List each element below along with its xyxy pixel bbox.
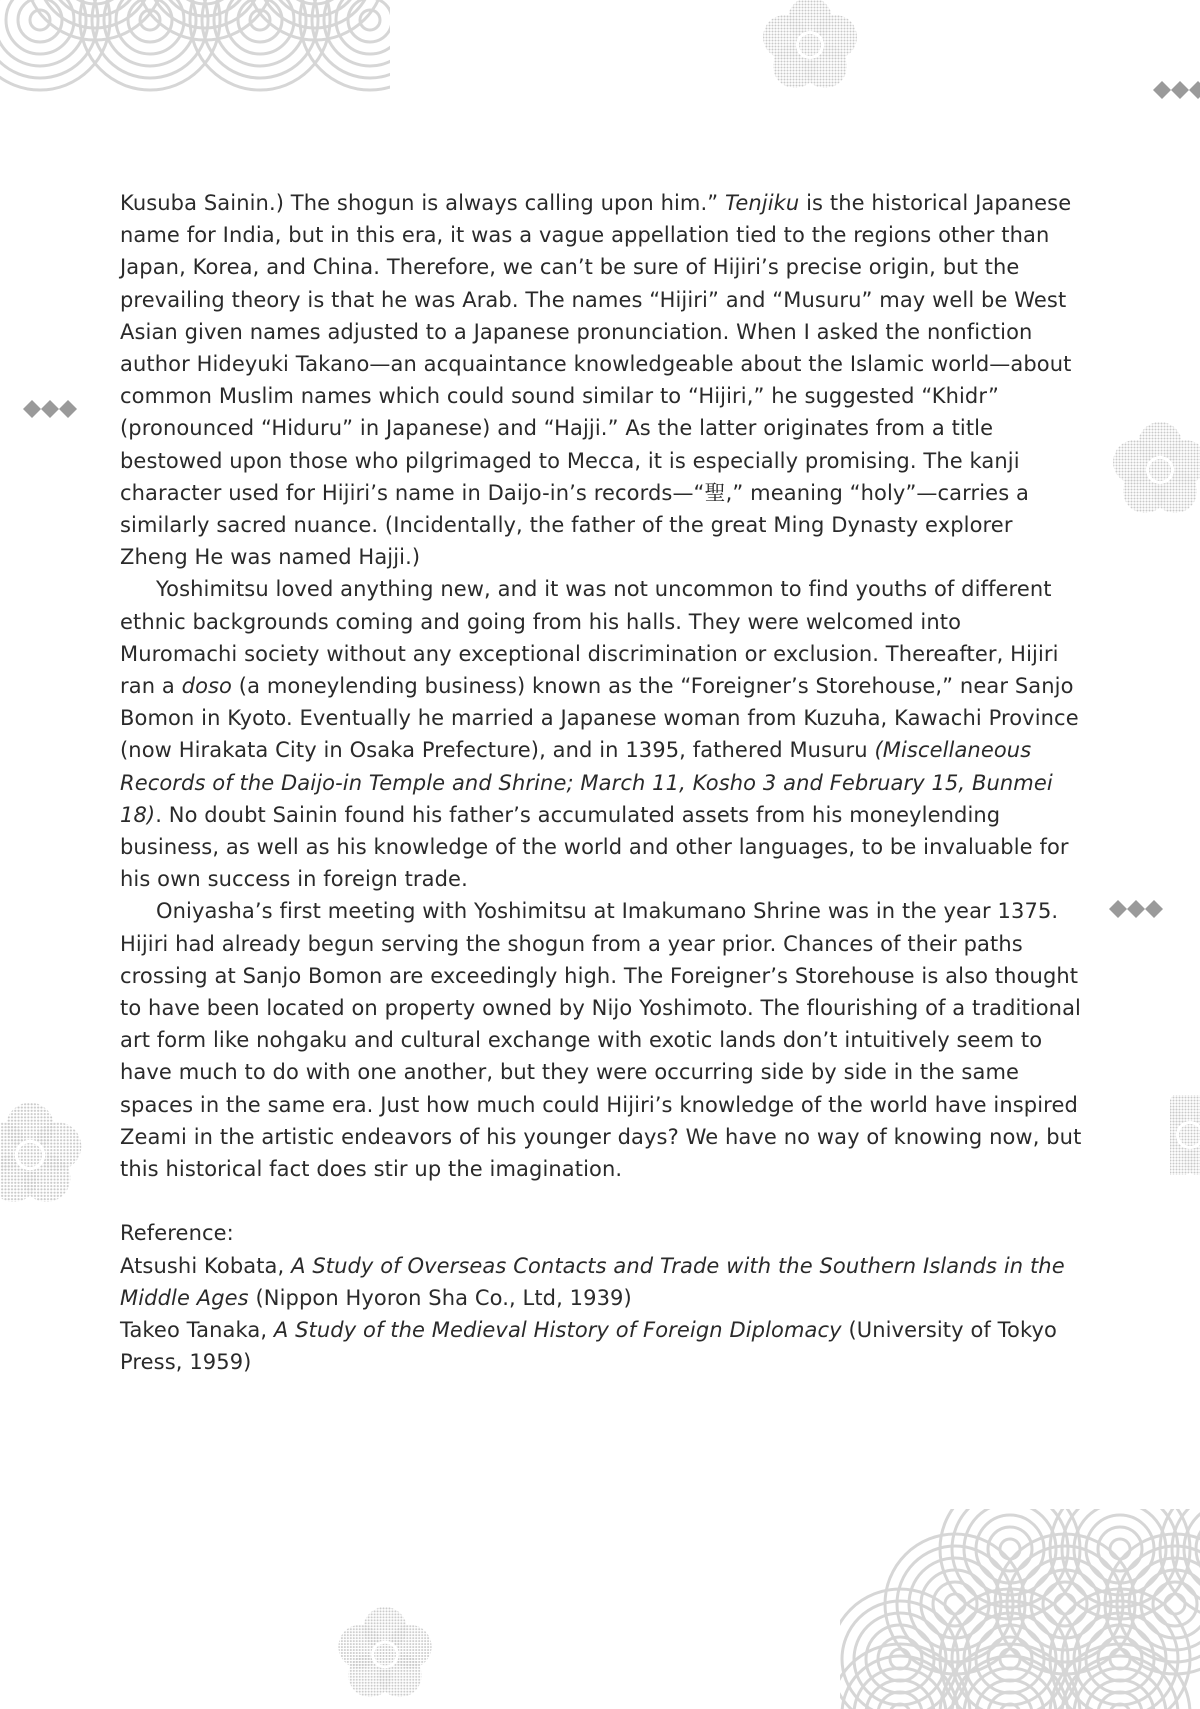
wave-pattern-icon [0,0,390,110]
flower-crest-icon [1105,415,1200,525]
paragraph-3: Oniyasha’s first meeting with Yoshimitsu at Imakumano Shrine was in the year 1375. Hijiri had already begun serving the shogun from a year prior. Chances of their paths crossing at Sanjo Bomon are exceedingly high. The Foreigner’s Storehouse is also thought to have been located on property owned by Nijo Yoshimoto. The flourishing of a traditional art form like nohgaku and cultural exchange with exotic lands don’t intuitively seem to have much to do with one another, but they were occurring side by side in the same spaces in the same era. Just how much could Hijiri’s knowledge of the world have inspired Zeami in the artistic endeavors of his younger days? We have no way of knowing now, but this historical fact does stir up the imagination. [120,899,1082,1182]
diamond-row-icon [1152,80,1200,100]
paragraph-1: Kusuba Sainin.) The shogun is always calling upon him.” Tenjiku is the historical Japanese name for India, but in this era, it was a vague appellation tied to the regions other than Japan, Korea, and China. Therefore, we can’t be sure of Hijiri’s precise origin, but the prevailing theory is that he was Arab. The names “Hijiri” and “Musuru” may well be West Asian given names adjusted to a Japanese pronunciation. When I asked the nonfiction author Hideyuki Takano—an acquaintance knowledgeable about the Islamic world—about common Muslim names which could sound similar to “Hijiri,” he suggested “Khidr” (pronounced “Hiduru” in Japanese) and “Hajji.” As the latter originates from a title bestowed upon those who pilgrimaged to Mecca, it is especially promising. The kanji character used for Hijiri’s name in Daijo-in’s records—“聖,” meaning “holy”—carries a similarly sacred nuance. (Incidentally, the father of the great Ming Dynasty explorer Zheng He was named Hajji.) [120,191,1072,570]
diamond-row-icon [22,399,82,419]
wave-pattern-icon [840,1509,1200,1709]
reference-item: Takeo Tanaka, A Study of the Medieval History of Foreign Diplomacy (University of Tokyo Press, 1959) [120,1317,1057,1375]
flower-crest-icon [1170,1095,1200,1175]
flower-crest-icon [755,0,865,90]
reference-heading: Reference: [120,1221,234,1246]
body-text [120,187,1082,1378]
reference-section [120,1217,1082,1378]
reference-item: Atsushi Kobata, A Study of Overseas Contacts and Trade with the Southern Islands in the Middle Ages (Nippon Hyoron Sha Co., Ltd, 1939) [120,1253,1065,1310]
paragraph-2: Yoshimitsu loved anything new, and it was not uncommon to find youths of different ethnic backgrounds coming and going from his halls. They were welcomed into Muromachi society without any exceptional discrimination or exclusion. Thereafter, Hijiri ran a doso (a moneylending business) known as the “Foreigner’s Storehouse,” near Sanjo Bomon in Kyoto. Eventually he married a Japanese woman from Kuzuha, Kawachi Province (now Hirakata City in Osaka Prefecture), and in 1395, fathered Musuru (Miscellaneous Records of the Daijo-in Temple and Shrine; March 11, Kosho 3 and February 15, Bunmei 18). No doubt Sainin found his father’s accumulated assets from his moneylending business, as well as his knowledge of the world and other languages, to be invaluable for his own success in foreign trade. [120,577,1079,892]
flower-crest-icon [330,1600,440,1709]
diamond-row-icon [1108,899,1168,919]
flower-crest-icon [0,1095,90,1215]
